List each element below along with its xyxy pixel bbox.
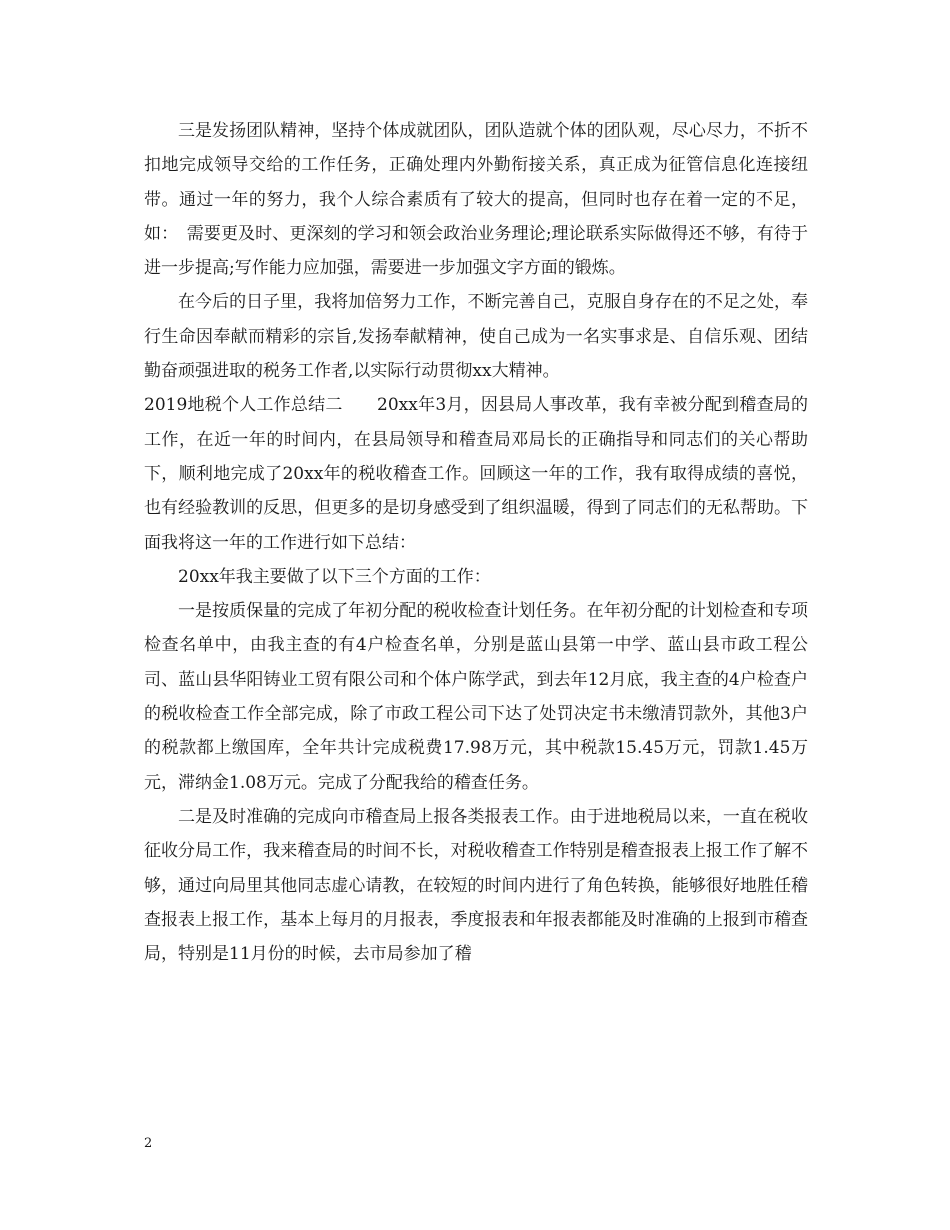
- paragraph-inspection-tasks: 一是按质保量的完成了年初分配的税收检查计划任务。在年初分配的计划检查和专项检查名单中，由我主查的有4户检查名单，分别是蓝山县第一中学、蓝山县市政工程公司、蓝山县华阳铸业工贸有限公司和个体户陈学武，到去年12月底，我主查的4户检查户的税收检查工作全部完成，除了市政工程公司下达了处罚决定书未缴清罚款外，其他3户的税款都上缴国库，全年共计完成税费17.98万元，其中税款15.45万元，罚款1.45万元，滞纳金1.08万元。完成了分配我给的稽查任务。: [144, 601, 808, 793]
- paragraph-three-aspects: 20xx年我主要做了以下三个方面的工作：: [178, 566, 491, 587]
- paragraph-future-plans: 在今后的日子里，我将加倍努力工作，不断完善自己，克服自身存在的不足之处，奉行生命因奉献而精彩的宗旨,发扬奉献精神，使自己成为一名实事求是、自信乐观、团结勤奋顽强进取的税务工作者,以实际行动贯彻xx大精神。: [144, 292, 808, 382]
- paragraph-report-work: 二是及时准确的完成向市稽查局上报各类报表工作。由于进地税局以来，一直在税收征收分局工作，我来稽查局的时间不长，对税收稽查工作特别是稽查报表上报工作了解不够，通过向局里其他同志虚心请教，在较短的时间内进行了角色转换，能够很好地胜任稽查报表上报工作，基本上每月的月报表，季度报表和年报表都能及时准确的上报到市稽查局，特别是11月份的时候，去市局参加了稽: [144, 806, 808, 965]
- paragraph-summary-two-intro: 2019地税个人工作总结二 20xx年3月，因县局人事改革，我有幸被分配到稽查局的工作，在近一年的时间内，在县局领导和稽查局邓局长的正确指导和同志们的关心帮助下，顺利地完成了20xx年的税收稽查工作。回顾这一年的工作，我有取得成绩的喜悦，也有经验教训的反思，但更多的是切身感受到了组织温暖，得到了同志们的无私帮助。下面我将这一年的工作进行如下总结：: [144, 395, 808, 553]
- paragraph-team-spirit: 三是发扬团队精神，坚持个体成就团队，团队造就个体的团队观，尽心尽力，不折不扣地完成领导交给的工作任务，正确处理内外勤衔接关系，真正成为征管信息化连接纽带。通过一年的努力，我个人综合素质有了较大的提高，但同时也存在着一定的不足，如： 需要更及时、更深刻的学习和领会政治业务理论;理论联系实际做得还不够，有待于进一步提高;写作能力应加强，需要进一步加强文字方面的锻炼。: [144, 121, 808, 279]
- page-number: 2: [144, 1136, 153, 1151]
- document-body: [144, 114, 808, 971]
